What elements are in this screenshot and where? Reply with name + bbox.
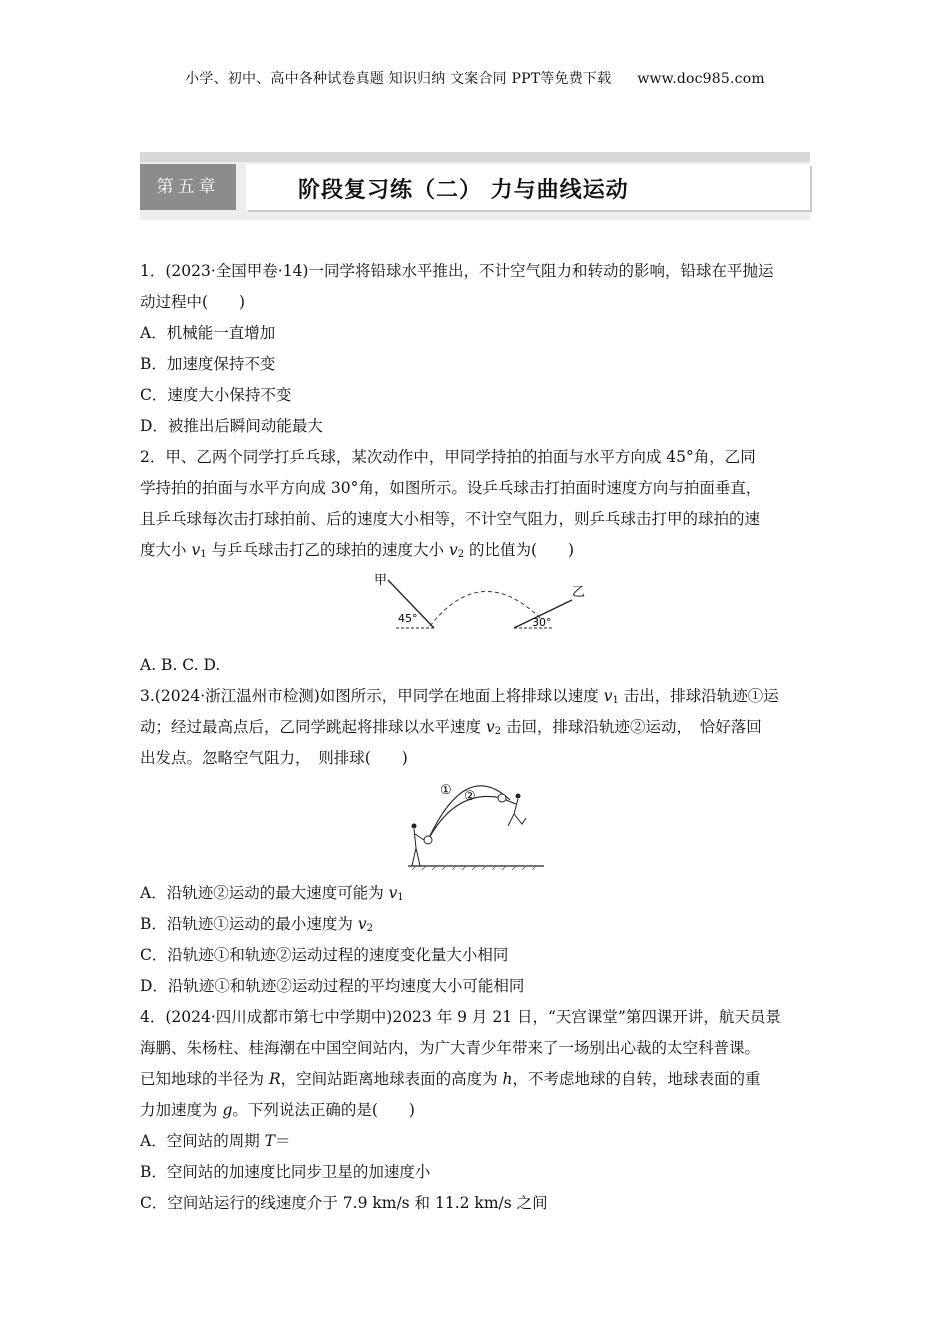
q3-line-1 — [140, 681, 810, 712]
q4-line-3 — [140, 1064, 810, 1095]
q4-line-2: 海鹏、朱杨柱、桂海潮在中国空间站内，为广大青少年带来了一场别出心裁的太空科普课。 — [140, 1039, 761, 1057]
q3-v2: v — [485, 718, 495, 736]
label-yi: 乙 — [572, 585, 586, 600]
q2-v2-sub: 2 — [457, 549, 465, 560]
q4-T: T — [264, 1132, 275, 1150]
q2-line-3: 且乒乓球每次击打球拍前、后的速度大小相等，不计空气阻力，则乒乓球击打甲的球拍的速 — [140, 510, 761, 528]
q3-option-d: D．沿轨迹①和轨迹②运动过程的平均速度大小可能相同 — [140, 977, 525, 995]
q4-R: R — [268, 1070, 281, 1088]
q4-line-4b: 。下列说法正确的是( ) — [232, 1101, 415, 1119]
q3-option-b-sub: 2 — [366, 923, 373, 934]
q3-option-b-v: v — [357, 915, 367, 933]
q2-v2: v — [448, 541, 458, 559]
chapter-label: 第五章 — [140, 164, 236, 210]
q1-line-1: 1．(2023·全国甲卷·14)一同学将铅球水平推出，不计空气阻力和转动的影响，铅球在平抛运 — [140, 262, 774, 280]
q2-v1: v — [191, 541, 201, 559]
q4-option-a — [140, 1126, 810, 1157]
q1-option-c: C．速度大小保持不变 — [140, 386, 292, 404]
q2-figure — [140, 566, 810, 650]
q3-v1: v — [603, 687, 613, 705]
chapter-banner — [140, 152, 810, 220]
header-text: 小学、初中、高中各种试卷真题 知识归纳 文案合同 PPT等免费下载 — [185, 71, 612, 87]
q4-line-4a: 力加速度为 — [140, 1101, 223, 1119]
q3-option-a — [140, 878, 810, 909]
q4-h: h — [502, 1070, 513, 1088]
q4-option-a-text: A．空间站的周期 — [140, 1132, 265, 1150]
q3-v2-sub: 2 — [494, 726, 502, 737]
q2-line-4a: 度大小 — [140, 541, 192, 559]
q3-option-a-sub: 1 — [397, 892, 404, 903]
q4-option-b: B．空间站的加速度比同步卫星的加速度小 — [140, 1163, 431, 1181]
q1-option-d: D．被推出后瞬间动能最大 — [140, 417, 323, 435]
q3-line-1b: 击出，排球沿轨迹①运 — [618, 687, 779, 705]
player-jia-body — [412, 829, 424, 866]
q4-line-3c: ，不考虑地球的自转，地球表面的重 — [512, 1070, 761, 1088]
q4-line-3b: ，空间站距离地球表面的高度为 — [280, 1070, 503, 1088]
volleyball-diagram — [406, 778, 556, 874]
q3-line-3: 出发点。忽略空气阻力， 则排球( ) — [140, 749, 408, 767]
q3-option-a-text: A．沿轨迹②运动的最大速度可能为 — [140, 884, 389, 902]
q3-line-2 — [140, 712, 810, 743]
q3-line-2b: 击回，排球沿轨迹②运动， 恰好落回 — [501, 718, 762, 736]
q4-line-3a: 已知地球的半径为 — [140, 1070, 269, 1088]
q2-line-4b: 与乒乓球击打乙的球拍的速度大小 — [206, 541, 449, 559]
label-track-1: ① — [440, 783, 452, 798]
player-yi-body — [506, 799, 526, 826]
q3-v1-sub: 1 — [612, 695, 619, 706]
q3-option-b-text: B．沿轨迹①运动的最小速度为 — [140, 915, 358, 933]
q4-option-c: C．空间站运行的线速度介于 7.9 km/s 和 11.2 km/s 之间 — [140, 1194, 548, 1212]
q3-option-c: C．沿轨迹①和轨迹②运动过程的速度变化量大小相同 — [140, 946, 509, 964]
q3-figure — [140, 774, 810, 878]
q2-v1-sub: 1 — [200, 549, 207, 560]
q2-line-1: 2．甲、乙两个同学打乒乓球，某次动作中，甲同学持拍的拍面与水平方向成 45°角，乙同 — [140, 448, 756, 466]
q3-line-2a: 动；经过最高点后，乙同学跳起将排球以水平速度 — [140, 718, 486, 736]
label-jia: 甲 — [374, 573, 388, 588]
page-title: 阶段复习练（二） 力与曲线运动 — [298, 178, 629, 203]
label-track-2: ② — [464, 789, 476, 804]
q3-line-1a: 3.(2024·浙江温州市检测)如图所示，甲同学在地面上将排球以速度 — [140, 687, 604, 705]
q2-options: A. B. C. D. — [140, 656, 221, 674]
q4-g: g — [222, 1101, 233, 1119]
player-jia-head — [412, 824, 417, 829]
ball-start — [424, 836, 432, 844]
q4-option-a-eq: ＝ — [274, 1132, 291, 1150]
q3-option-a-v: v — [388, 884, 398, 902]
q1-line-2: 动过程中( ) — [140, 293, 246, 311]
angle-30: 30° — [532, 616, 552, 629]
q2-line-2: 学持拍的拍面与水平方向成 30°角，如图所示。设乒乓球击打拍面时速度方向与拍面垂直， — [140, 479, 762, 497]
angle-45: 45° — [398, 612, 418, 625]
q3-option-b — [140, 909, 810, 940]
player-yi-head — [516, 794, 521, 799]
q4-line-4 — [140, 1095, 810, 1126]
ball-trajectory — [430, 591, 542, 626]
main-content — [140, 256, 810, 1219]
title-box — [246, 164, 810, 210]
ball-top — [498, 794, 506, 802]
q2-line-4 — [140, 535, 810, 566]
q1-option-a: A．机械能一直增加 — [140, 324, 276, 342]
q2-line-4c: 的比值为( ) — [464, 541, 575, 559]
site-header — [0, 68, 950, 88]
banner-strip — [140, 152, 810, 162]
paddle-diagram — [372, 570, 592, 640]
q4-line-1: 4．(2024·四川成都市第七中学期中)2023 年 9 月 21 日，“天宫课堂”第四课开讲，航天员景 — [140, 1008, 781, 1026]
q1-option-b: B．加速度保持不变 — [140, 355, 276, 373]
header-url[interactable]: www.doc985.com — [637, 71, 765, 87]
